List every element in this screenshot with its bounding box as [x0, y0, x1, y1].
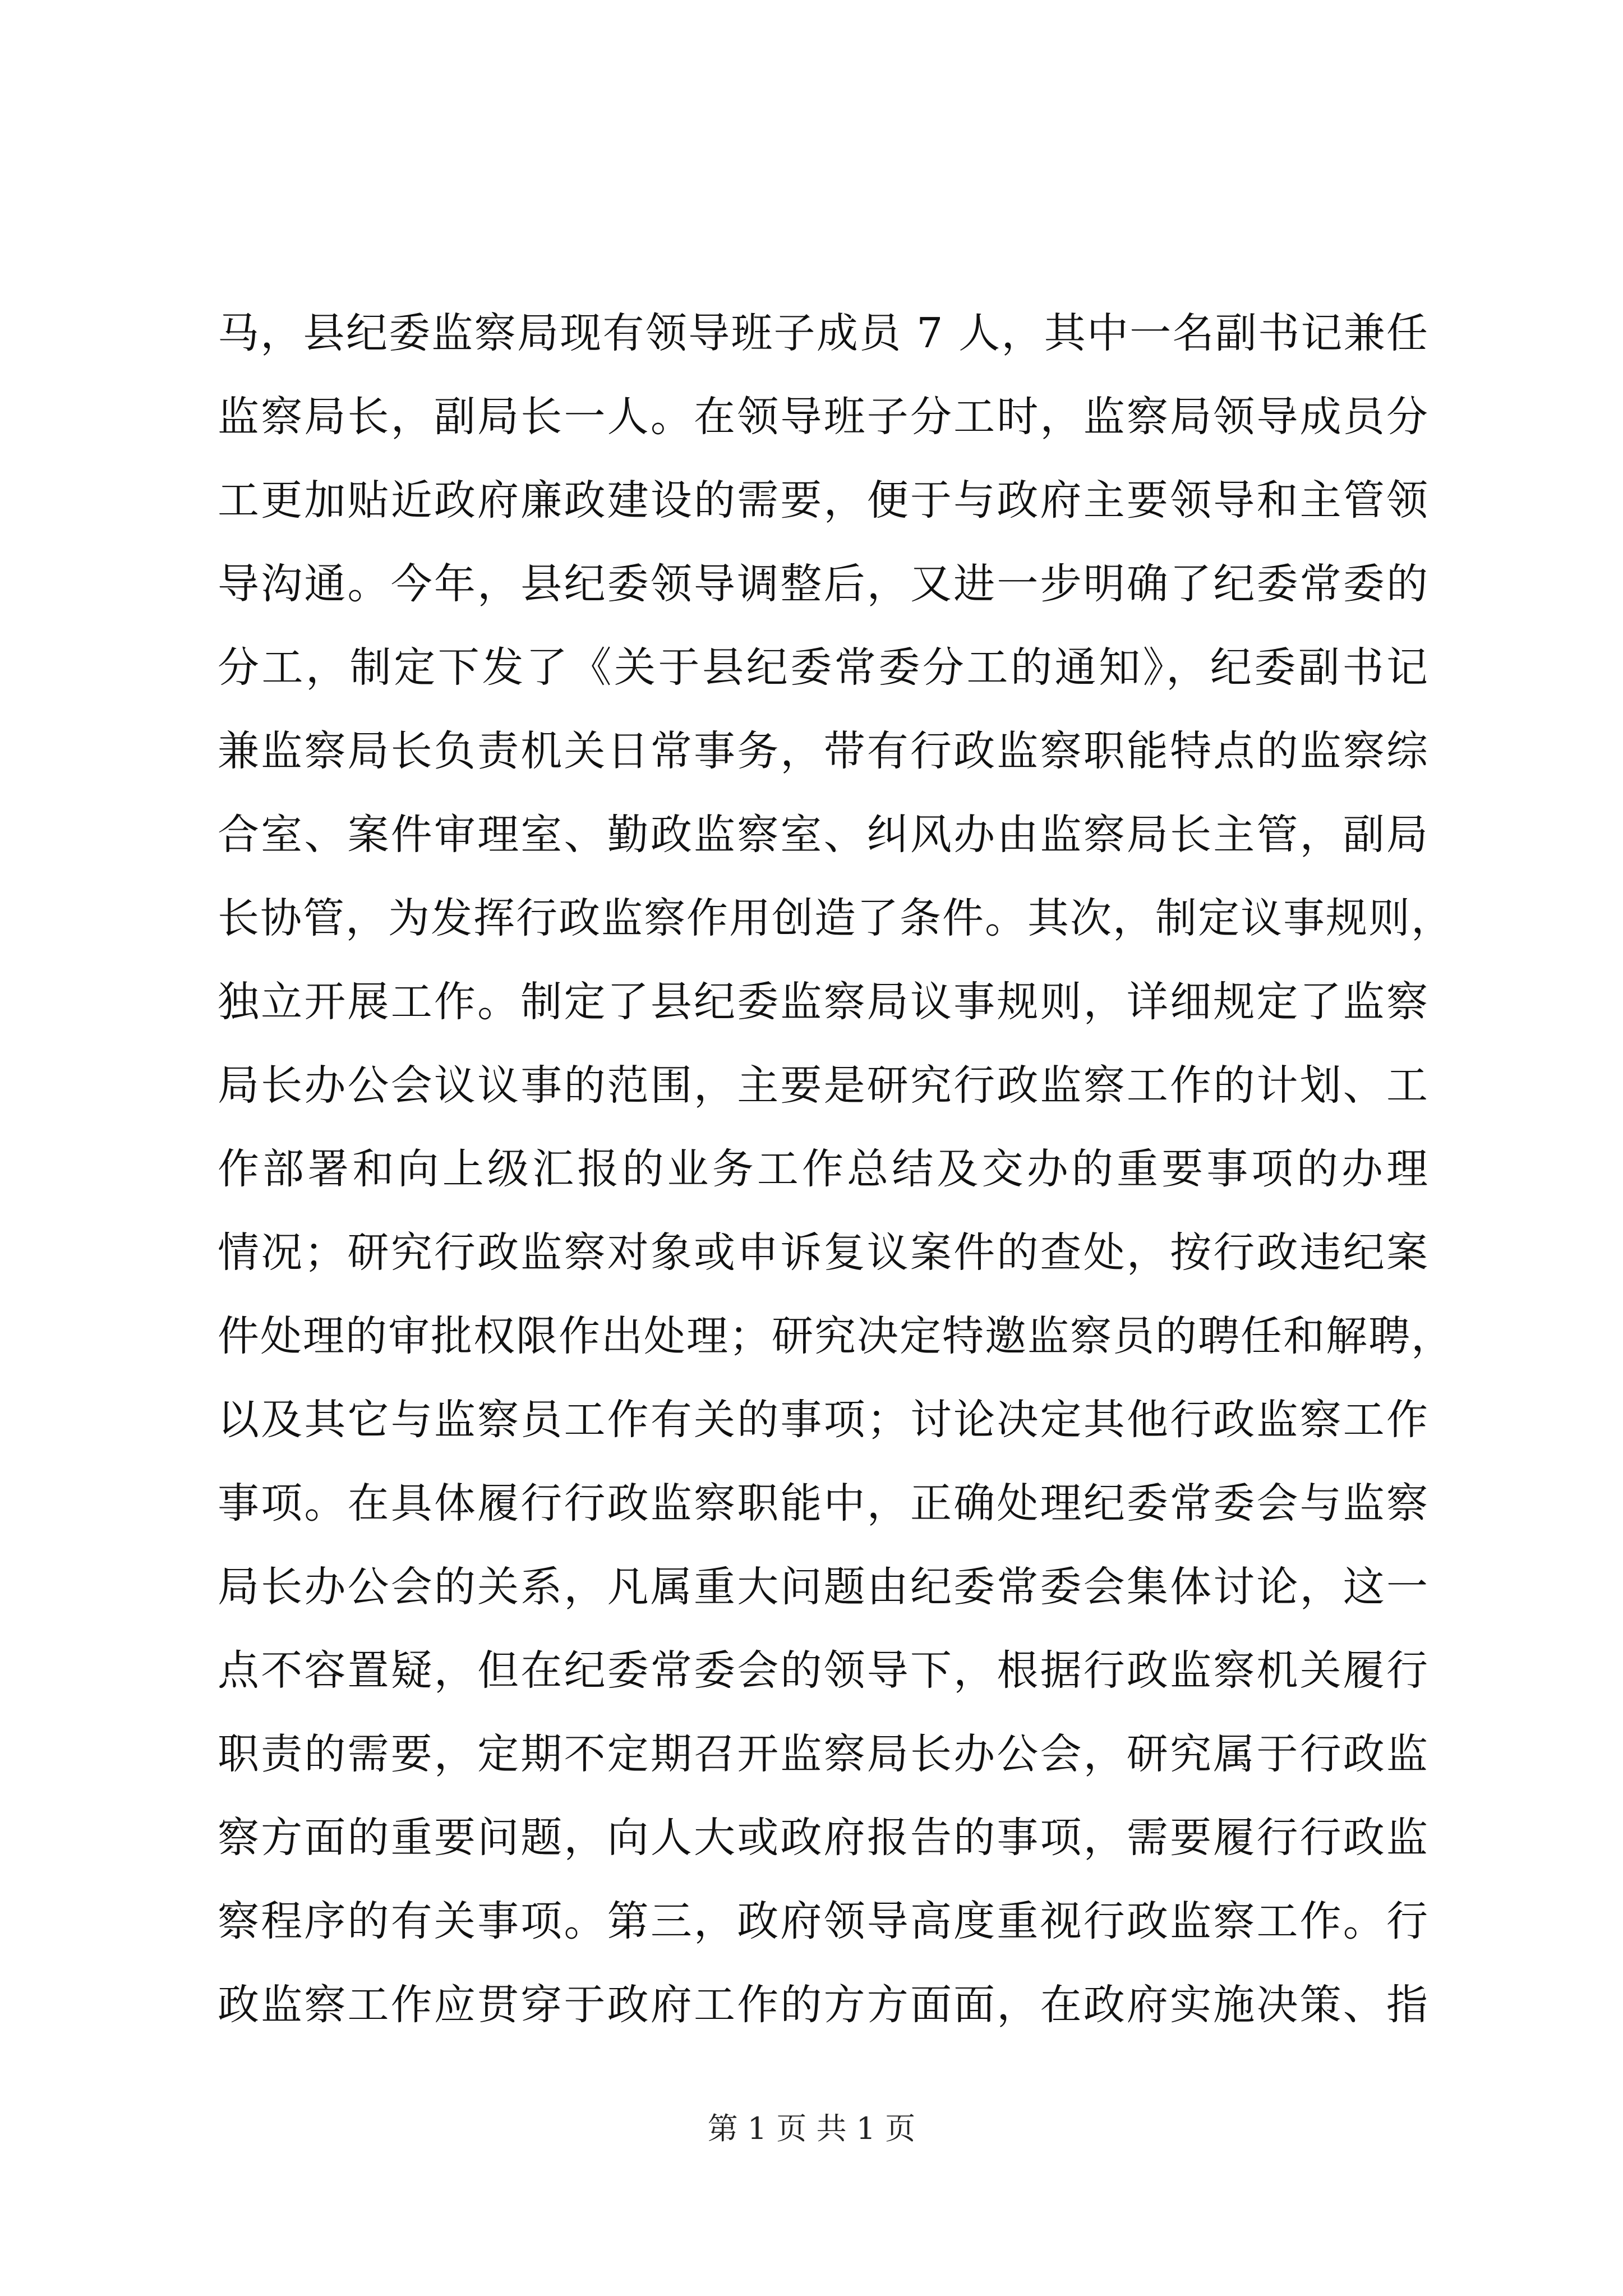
text-line: 马，县纪委监察局现有领导班子成员 7 人，其中一名副书记兼任 [218, 309, 1429, 357]
text-line: 兼监察局长负责机关日常事务，带有行政监察职能特点的监察综 [218, 727, 1429, 775]
page-number-footer: 第 1 页 共 1 页 [707, 2111, 916, 2146]
text-line: 合室、案件审理室、勤政监察室、纠风办由监察局长主管，副局 [218, 811, 1429, 859]
text-line: 情况；研究行政监察对象或申诉复议案件的查处，按行政违纪案 [218, 1228, 1429, 1277]
text-line: 独立开展工作。制定了县纪委监察局议事规则，详细规定了监察 [218, 978, 1429, 1026]
text-line: 事项。在具体履行行政监察职能中，正确处理纪委常委会与监察 [218, 1479, 1429, 1527]
text-line: 工更加贴近政府廉政建设的需要，便于与政府主要领导和主管领 [218, 476, 1429, 524]
text-line: 职责的需要，定期不定期召开监察局长办公会，研究属于行政监 [218, 1730, 1429, 1778]
text-line: 政监察工作应贯穿于政府工作的方方面面，在政府实施决策、指 [218, 1981, 1429, 2029]
text-line: 局长办公会的关系，凡属重大问题由纪委常委会集体讨论，这一 [218, 1563, 1429, 1611]
text-line: 长协管，为发挥行政监察作用创造了条件。其次，制定议事规则， [218, 894, 1454, 942]
body-text [218, 292, 1454, 2047]
text-line: 局长办公会议议事的范围，主要是研究行政监察工作的计划、工 [218, 1061, 1429, 1110]
text-line: 以及其它与监察员工作有关的事项；讨论决定其他行政监察工作 [218, 1396, 1429, 1444]
text-line: 点不容置疑，但在纪委常委会的领导下，根据行政监察机关履行 [218, 1646, 1429, 1695]
text-line: 分工，制定下发了《关于县纪委常委分工的通知》，纪委副书记 [218, 643, 1429, 692]
text-line: 察方面的重要问题，向人大或政府报告的事项，需要履行行政监 [218, 1814, 1429, 1862]
text-line: 导沟通。今年，县纪委领导调整后，又进一步明确了纪委常委的 [218, 560, 1429, 608]
text-line: 察程序的有关事项。第三，政府领导高度重视行政监察工作。行 [218, 1897, 1429, 1945]
text-line: 作部署和向上级汇报的业务工作总结及交办的重要事项的办理 [218, 1145, 1429, 1193]
text-line: 监察局长，副局长一人。在领导班子分工时，监察局领导成员分 [218, 393, 1429, 441]
text-line: 件处理的审批权限作出处理；研究决定特邀监察员的聘任和解聘， [218, 1312, 1454, 1360]
